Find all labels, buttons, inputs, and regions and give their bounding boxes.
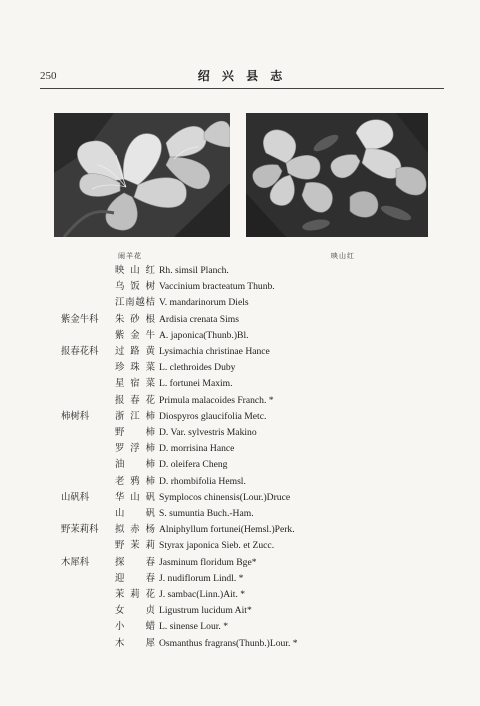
species-row — [0, 440, 480, 457]
latin-name: Styrax japonica Sieb. et Zucc. — [159, 540, 275, 552]
latin-name: Osmanthus fragrans(Thunb.)Lour. * — [159, 637, 298, 649]
chinese-name: 探 春 — [115, 556, 155, 568]
latin-name: S. sumuntia Buch.-Ham. — [159, 508, 254, 519]
chinese-name: 紫金牛 — [115, 329, 155, 341]
chinese-name: 珍珠菜 — [115, 362, 155, 374]
chinese-name: 茉莉花 — [115, 589, 155, 600]
species-row — [0, 635, 480, 652]
species-row — [0, 392, 480, 409]
chinese-name: 过路黄 — [115, 346, 155, 357]
latin-name: Alniphyllum fortunei(Hemsl.)Perk. — [159, 524, 295, 536]
species-row — [0, 505, 480, 522]
chinese-name: 江南越桔 — [115, 297, 155, 309]
family-name: 柿树科 — [61, 410, 90, 422]
page-header — [40, 66, 444, 84]
chinese-name: 老鸦柿 — [115, 475, 155, 487]
latin-name: Symplocos chinensis(Lour.)Druce — [159, 491, 291, 503]
latin-name: Jasminum floridum Bge* — [159, 556, 257, 568]
figure-caption: 闹羊花 — [118, 252, 142, 260]
family-name: 紫金牛科 — [61, 313, 99, 325]
family-name: 报春花科 — [61, 346, 99, 357]
species-row — [0, 262, 480, 279]
chinese-name: 拟赤杨 — [115, 524, 155, 536]
latin-name: L. clethroides Duby — [159, 362, 236, 374]
chinese-name: 浙江柿 — [115, 410, 155, 422]
species-row — [0, 570, 480, 587]
species-row — [0, 473, 480, 490]
chinese-name: 小 蜡 — [115, 621, 155, 633]
species-row — [0, 602, 480, 619]
chinese-name: 野 柿 — [115, 427, 155, 438]
family-name: 野茉莉科 — [61, 524, 99, 536]
latin-name: Ardisia crenata Sims — [159, 313, 239, 325]
photo-azalea-molle — [54, 113, 230, 237]
species-row — [0, 294, 480, 311]
chinese-name: 罗浮柿 — [115, 443, 155, 455]
chinese-name: 木 犀 — [115, 637, 155, 649]
latin-name: A. japonica(Thunb.)Bl. — [159, 329, 249, 341]
latin-name: Vaccinium bracteatum Thunb. — [159, 281, 275, 293]
header-rule — [40, 88, 444, 89]
chinese-name: 报春花 — [115, 394, 155, 406]
species-row — [0, 586, 480, 603]
latin-name: J. sambac(Linn.)Ait. * — [159, 589, 246, 600]
species-row — [0, 311, 480, 328]
latin-name: L. sinense Lour. * — [159, 621, 229, 633]
species-row — [0, 327, 480, 344]
latin-name: D. Var. sylvestris Makino — [159, 427, 257, 438]
species-row — [0, 278, 480, 295]
chinese-name: 山 矾 — [115, 508, 155, 519]
figure-caption: 映山红 — [331, 252, 355, 260]
chinese-name: 迎 春 — [115, 572, 155, 584]
latin-name: Primula malacoides Franch. * — [159, 394, 274, 406]
species-row — [0, 537, 480, 554]
latin-name: Lysimachia christinae Hance — [159, 346, 270, 357]
species-row — [0, 456, 480, 473]
species-row — [0, 521, 480, 538]
chinese-name: 女 贞 — [115, 605, 155, 617]
family-name: 木犀科 — [61, 556, 90, 568]
species-row — [0, 359, 480, 376]
species-row — [0, 489, 480, 506]
latin-name: Ligustrum lucidum Ait* — [159, 605, 252, 617]
latin-name: D. rhombifolia Hemsl. — [159, 475, 246, 487]
chinese-name: 野茉莉 — [115, 540, 155, 552]
species-row — [0, 408, 480, 425]
latin-name: V. mandarinorum Diels — [159, 297, 249, 309]
latin-name: Diospyros glaucifolia Metc. — [159, 410, 267, 422]
latin-name: D. oleifera Cheng — [159, 459, 228, 471]
species-row — [0, 375, 480, 392]
latin-name: D. morrisina Hance — [159, 443, 235, 455]
latin-name: J. nudiflorum Lindl. * — [159, 572, 244, 584]
page-number: 250 — [40, 70, 57, 82]
chinese-name: 星宿菜 — [115, 378, 155, 390]
page-title: 绍 兴 县 志 — [197, 69, 287, 83]
chinese-name: 乌饭树 — [115, 281, 155, 293]
latin-name: Rh. simsil Planch. — [159, 265, 229, 276]
species-row — [0, 343, 480, 360]
chinese-name: 朱砂根 — [115, 313, 155, 325]
latin-name: L. fortunei Maxim. — [159, 378, 233, 390]
chinese-name: 华山矾 — [115, 491, 155, 503]
photo-rhododendron-simsii — [246, 113, 428, 237]
chinese-name: 映山红 — [115, 265, 155, 276]
species-row — [0, 424, 480, 441]
chinese-name: 油 柿 — [115, 459, 155, 471]
species-row — [0, 554, 480, 571]
family-name: 山矾科 — [61, 491, 90, 503]
species-row — [0, 618, 480, 635]
